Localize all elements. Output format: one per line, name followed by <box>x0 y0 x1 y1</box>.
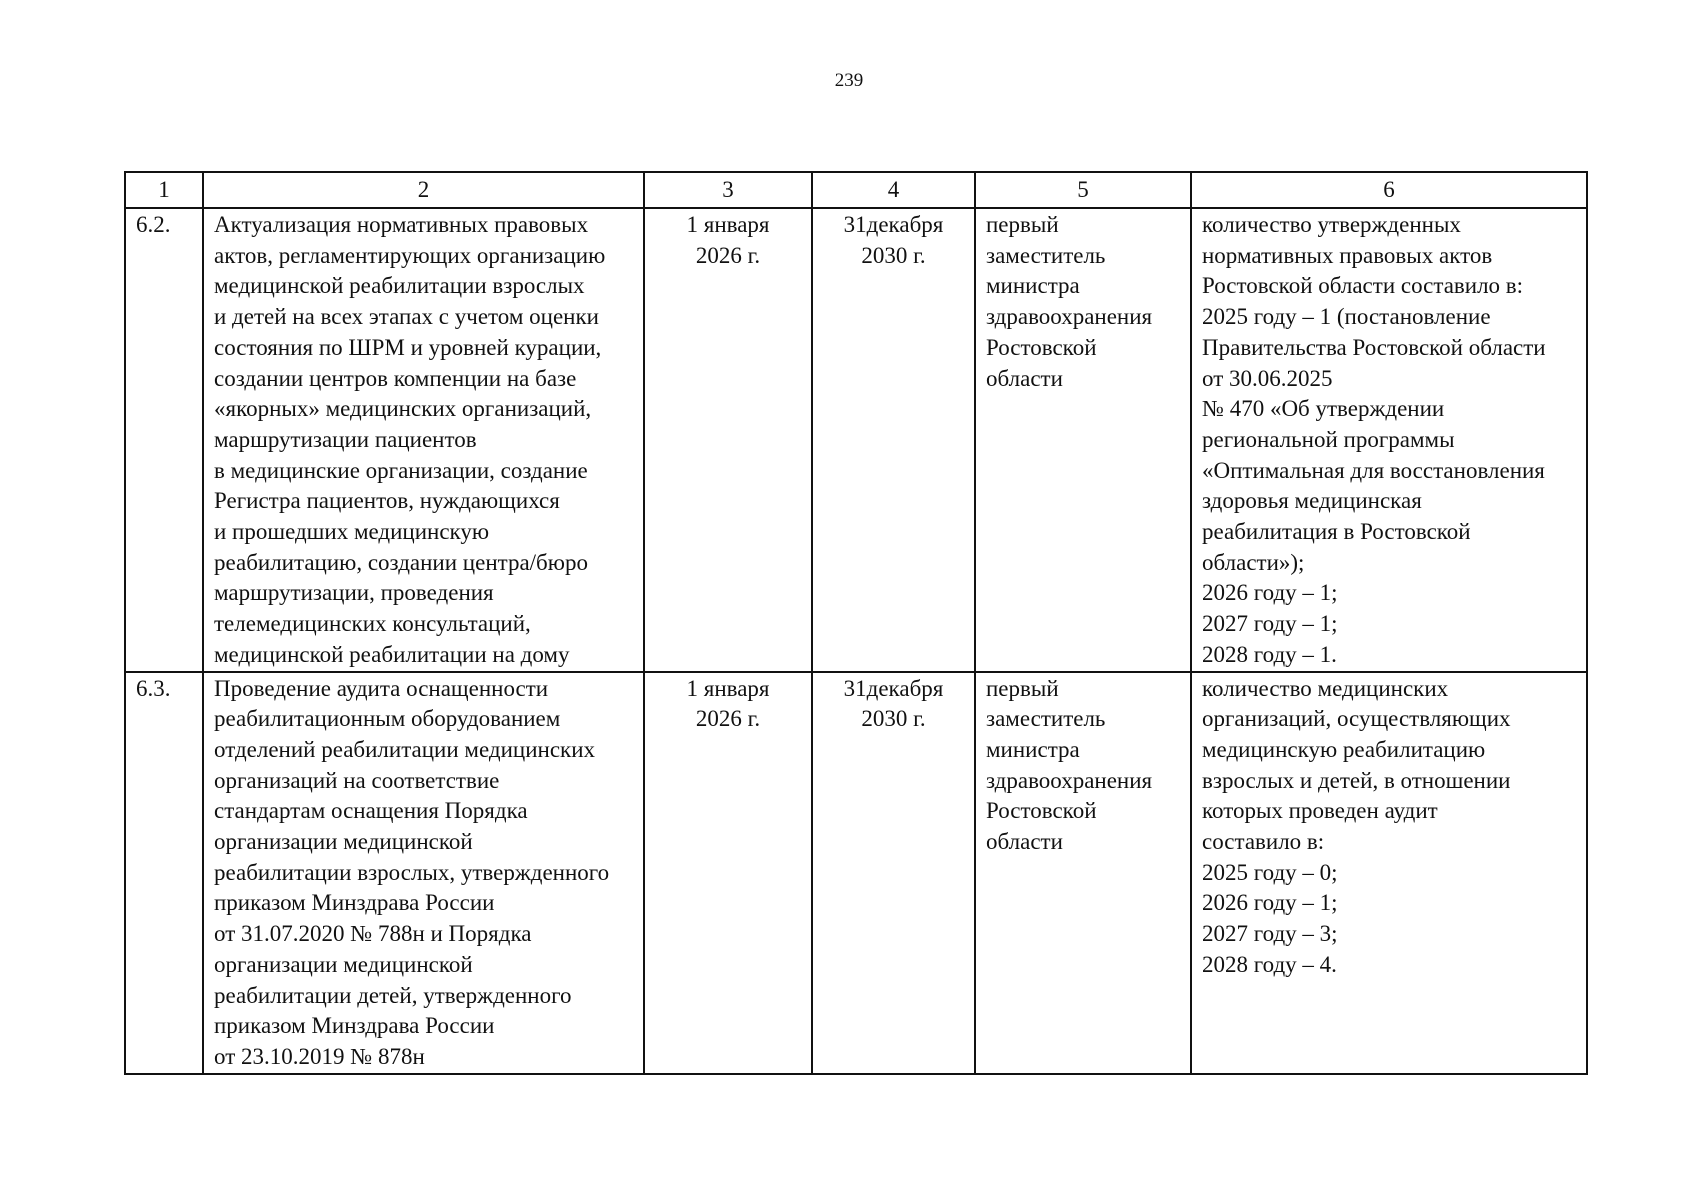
end-date: 31декабря 2030 г. <box>812 672 975 1074</box>
row-number: 6.2. <box>125 208 203 672</box>
header-cell-1: 1 <box>125 172 203 208</box>
header-cell-3: 3 <box>644 172 812 208</box>
row-number: 6.3. <box>125 672 203 1074</box>
measure-description: Актуализация нормативных правовых актов, регламентирующих организацию медицинской реабилитации взрослых и детей на всех этапах с учетом оценки состояния по ШРМ и уровней курации, создании центров компенции на базе «якорных» медицинских организаций, маршрутизации пациентов в медицинские организации, создание Регистра пациентов, нуждающихся и прошедших медицинскую реабилитацию, создании центра/бюро маршрутизации, проведения телемедицинских консультаций, медицинской реабилитации на дому <box>203 208 644 672</box>
header-cell-2: 2 <box>203 172 644 208</box>
responsible-person: первый заместитель министра здравоохранения Ростовской области <box>975 672 1191 1074</box>
table-row <box>125 208 1587 672</box>
responsible-person: первый заместитель министра здравоохранения Ростовской области <box>975 208 1191 672</box>
table-row <box>125 672 1587 1074</box>
header-cell-5: 5 <box>975 172 1191 208</box>
indicator-text: количество медицинских организаций, осуществляющих медицинскую реабилитацию взрослых и детей, в отношении которых проведен аудит составило в: 2025 году – 0; 2026 году – 1; 2027 году – 3; 2028 году – 4. <box>1191 672 1587 1074</box>
measures-table <box>124 171 1588 1075</box>
start-date: 1 января 2026 г. <box>644 672 812 1074</box>
indicator-text: количество утвержденных нормативных правовых актов Ростовской области составило в: 2025 году – 1 (постановление Правительства Ростовской области от 30.06.2025 № 470 «Об утверждении региональной программы «Оптимальная для восстановления здоровья медицинская реабилитация в Ростовской области»); 2026 году – 1; 2027 году – 1; 2028 году – 1. <box>1191 208 1587 672</box>
header-cell-4: 4 <box>812 172 975 208</box>
end-date: 31декабря 2030 г. <box>812 208 975 672</box>
page-number: 239 <box>834 70 864 91</box>
start-date: 1 января 2026 г. <box>644 208 812 672</box>
header-cell-6: 6 <box>1191 172 1587 208</box>
header-row <box>125 172 1587 208</box>
measure-description: Проведение аудита оснащенности реабилитационным оборудованием отделений реабилитации медицинских организаций на соответствие стандартам оснащения Порядка организации медицинской реабилитации взрослых, утвержденного приказом Минздрава России от 31.07.2020 № 788н и Порядка организации медицинской реабилитации детей, утвержденного приказом Минздрава России от 23.10.2019 № 878н <box>203 672 644 1074</box>
